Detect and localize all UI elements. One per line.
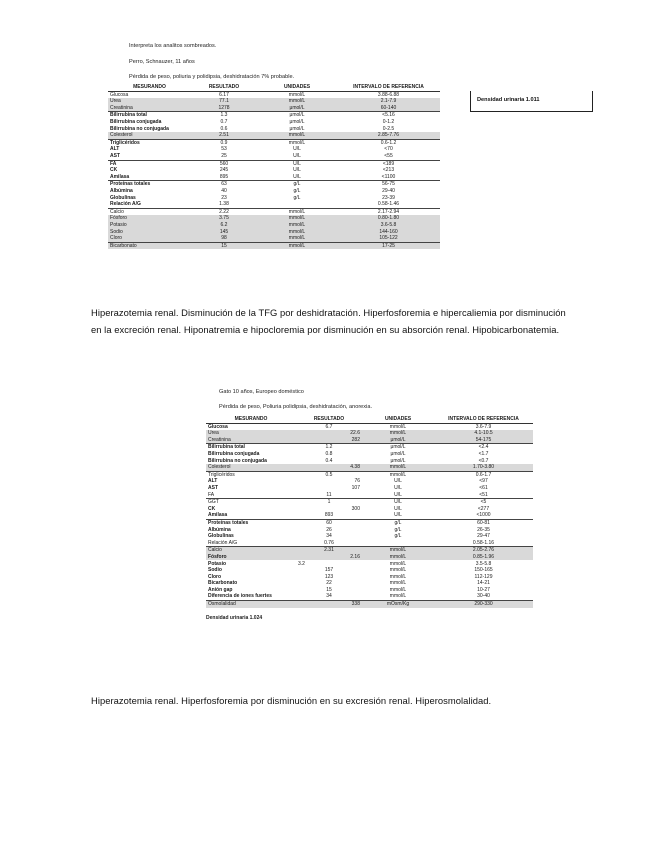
cell-resultado: 2.16 [296,554,362,561]
table-row [108,98,440,105]
cell-intervalo: 29-47 [477,533,490,540]
cell-resultado: 0.6 [220,125,228,132]
table-row [108,215,440,222]
case2-density-label: Densidad urinaria 1.024 [206,615,263,621]
cell-mesurando: Bilirrubina total [208,444,245,451]
cell-unidades: mmol/L [362,593,434,600]
cell-intervalo: <213 [382,167,395,174]
cell-unidades [257,201,337,208]
cell-mesurando: Potasio [208,560,227,567]
cell-unidades: U/L [362,512,434,519]
cell-unidades: mmol/L [257,98,337,105]
cell-unidades: μmol/L [390,457,406,464]
cell-intervalo: 105-122 [337,235,440,242]
cell-unidades: μmol/L [390,451,406,458]
cell-unidades: U/L [293,146,301,153]
cell-unidades: mmol/L [257,222,337,229]
cell-mesurando: Bilirrubina conjugada [110,119,162,126]
case1-col-unidades: UNIDADES [257,84,337,91]
table-row [206,601,533,608]
cell-mesurando: Fósforo [206,554,296,561]
table-row [108,126,440,133]
cell-mesurando: Triglicéridos [208,471,235,478]
cell-resultado: 6.17 [219,91,229,98]
table-row [206,471,533,478]
cell-mesurando: Bilirrubina no conjugada [110,125,169,132]
case1-heading: Interpreta los analitos sombreados. [129,43,217,49]
cell-unidades: μmol/L [289,119,305,126]
cell-resultado: 15 [191,242,257,249]
cell-resultado: 3.75 [191,215,257,222]
case1-interpretation: Hiperazotemia renal. Disminución de la TFG por deshidratación. Hiperfosforemia e hipercaliemia por disminución en la excreción renal. Hiponatremia e hipocloremia por disminución en su absorción renal. Hipobicarbonatemia. [91,307,566,335]
cell-unidades: g/L [394,533,402,540]
cell-intervalo: 3.88-6.88 [377,91,400,98]
cell-intervalo: 0.58-1.16 [434,540,533,547]
cell-unidades: μmol/L [289,112,305,119]
cell-resultado: 98 [191,235,257,242]
table-row [108,132,440,139]
cell-resultado: 11 [296,492,362,499]
table-row [206,451,533,458]
case1-patient: Perro, Schnauzer, 11 años [129,59,195,65]
cell-mesurando: Amilasa [206,512,296,519]
table-row [206,512,533,519]
table-row [108,222,440,229]
cell-intervalo: 0.85-1.96 [434,554,533,561]
table-row [206,444,533,451]
cell-unidades: mmol/L [288,139,306,146]
cell-mesurando: Fósforo [108,215,191,222]
cell-intervalo: 150-165 [474,567,493,574]
table-row [206,458,533,465]
cell-resultado: 34 [326,533,332,540]
cell-resultado: 1 [327,499,331,506]
cell-intervalo: 0-2.5 [382,125,395,132]
cell-resultado: 40 [221,187,227,194]
cell-resultado: 3.2 [298,560,305,567]
cell-mesurando: Proteínas totales [208,519,249,526]
cell-intervalo: 1.70-3.80 [434,464,533,471]
cell-mesurando: Colesterol [206,464,296,471]
cell-resultado: 895 [191,174,257,181]
cell-unidades: mmol/L [389,573,407,580]
cell-resultado: 2.51 [191,132,257,139]
cell-resultado: 0.8 [325,451,333,458]
table-row [108,167,440,174]
table-row [108,153,440,160]
cell-resultado: 63 [221,181,227,188]
cell-intervalo: <5 [480,499,487,506]
cell-resultado: 23 [221,194,227,201]
cell-unidades: mmol/L [288,208,306,215]
cell-resultado: 34 [296,593,362,600]
cell-unidades: U/L [394,484,402,491]
cell-resultado: 25 [191,153,257,160]
cell-intervalo: 2.05-2.76 [434,547,533,554]
cell-resultado: 245 [219,167,229,174]
table-row [206,560,533,567]
cell-unidades: g/L [293,187,301,194]
table-row [108,146,440,153]
cell-mesurando: Urea [108,98,191,105]
case1-lab-table [108,84,440,249]
cell-mesurando: FA [206,492,296,499]
cell-unidades: g/L [394,526,402,533]
cell-mesurando: Bicarbonato [208,580,238,587]
case1-table-body [108,91,440,249]
cell-mesurando: Proteínas totales [110,181,151,188]
cell-mesurando: Bilirrubina total [110,112,147,119]
table-row [108,195,440,202]
cell-mesurando: Relación A/G [206,540,296,547]
cell-mesurando: Calcio [110,208,124,215]
cell-unidades: U/L [394,505,402,512]
table-row [206,540,533,547]
cell-intervalo: <0.7 [478,457,489,464]
cell-resultado: 2.22 [219,208,229,215]
table-row [206,574,533,581]
cell-intervalo: 17-25 [337,242,440,249]
cell-unidades: g/L [293,181,301,188]
cell-unidades: mmol/L [288,91,306,98]
cell-resultado: 157 [324,567,334,574]
cell-resultado: 60 [326,519,332,526]
table-row [108,160,440,167]
cell-mesurando: Cloro [208,573,222,580]
table-row [206,587,533,594]
cell-unidades: mmol/L [257,242,337,249]
cell-mesurando: Albúmina [110,187,133,194]
cell-unidades: mmol/L [389,423,407,430]
cell-intervalo: 112-129 [474,573,493,580]
table-row [206,547,533,554]
cell-resultado: 22 [326,580,332,587]
table-row [108,235,440,242]
cell-intervalo: 0.80-1.80 [337,215,440,222]
cell-intervalo: 3.6-5.8 [337,222,440,229]
cell-mesurando: Anión gap [208,586,233,593]
cell-mesurando: Albúmina [208,526,231,533]
cell-unidades: mmol/L [257,235,337,242]
cell-resultado: 22.6 [296,430,362,437]
cell-resultado: 1.38 [191,201,257,208]
cell-unidades: g/L [293,194,301,201]
table-row [108,91,440,98]
cell-unidades: mmol/L [389,567,407,574]
cell-resultado: 0.7 [220,119,228,126]
cell-resultado: 107 [351,484,360,491]
cell-intervalo: 2.85-7.76 [337,132,440,139]
case2-lab-table [206,416,533,608]
cell-resultado: 6.7 [325,423,333,430]
cell-intervalo: <277 [477,505,490,512]
cell-mesurando: Osmolalidad [206,601,296,608]
cell-mesurando: FA [110,160,117,167]
cell-unidades: μmol/L [257,105,337,112]
table-row [206,593,533,600]
cell-mesurando: Calcio [206,547,296,554]
cell-resultado: 893 [296,512,362,519]
table-row [108,119,440,126]
cell-intervalo: 0-1.2 [382,119,395,126]
cell-resultado: 123 [324,573,334,580]
cell-unidades: U/L [257,174,337,181]
cell-mesurando: Glucosa [208,423,228,430]
cell-mesurando: GGT [208,499,219,506]
case2-history: Pérdida de peso, Poliuria polidipsia, deshidratación, anorexia. [219,404,372,410]
cell-unidades: U/L [362,492,434,499]
table-row [206,533,533,540]
table-row [206,527,533,534]
cell-unidades [362,540,434,547]
cell-intervalo: 14-21 [477,580,490,587]
cell-resultado: 15 [326,586,332,593]
cell-unidades: mmol/L [362,464,434,471]
cell-resultado: 282 [296,437,362,444]
cell-intervalo: 2.1-7.9 [337,98,440,105]
cell-intervalo: 30-40 [434,593,533,600]
table-row [108,228,440,235]
cell-intervalo: <55 [337,153,440,160]
cell-unidades: mmol/L [362,547,434,554]
cell-resultado: 560 [219,160,229,167]
case1-col-intervalo: INTERVALO DE REFERENCIA [337,84,440,91]
cell-unidades: mmol/L [362,430,434,437]
cell-mesurando: AST [108,153,191,160]
cell-intervalo: <1100 [337,174,440,181]
case1-col-mesurando: MESURANDO [108,84,191,91]
cell-mesurando: Sodio [208,567,222,574]
cell-resultado: 0.5 [325,471,333,478]
cell-resultado: 4.38 [296,464,362,471]
cell-mesurando: Triglicéridos [110,139,140,146]
cell-resultado: 53 [221,146,227,153]
cell-intervalo: 10-27 [477,586,490,593]
cell-resultado: 1278 [191,105,257,112]
cell-mesurando: Glucosa [110,91,129,98]
case2-col-mesurando: MESURANDO [206,416,296,423]
cell-unidades: U/L [293,160,301,167]
cell-intervalo: 290-330 [434,601,533,608]
table-row [206,506,533,513]
cell-intervalo: 54-175 [434,437,533,444]
cell-resultado: 77.1 [191,98,257,105]
table-row [206,492,533,499]
cell-resultado: 145 [191,228,257,235]
cell-unidades: mmol/L [389,471,407,478]
cell-mesurando: Relación A/G [108,201,191,208]
cell-mesurando: Amilasa [108,174,191,181]
cell-unidades: g/L [394,519,402,526]
table-row [206,567,533,574]
cell-intervalo: <189 [382,160,395,167]
cell-mesurando: Diferencia de iones fuertes [206,593,296,600]
case1-density-label: Densidad urinaria 1.011 [477,97,540,103]
table-row [108,201,440,208]
table-row [206,485,533,492]
cell-mesurando: Bilirrubina conjugada [208,451,260,458]
cell-unidades: U/L [293,167,301,174]
cell-mesurando: ALT [110,146,120,153]
table-row [206,478,533,485]
case2-interpretation: Hiperazotemia renal. Hiperfosforemia por disminución en su excresión renal. Hiperosmolalidad. [91,695,492,706]
cell-resultado: 0.4 [325,457,333,464]
cell-unidades: mmol/L [389,560,407,567]
cell-mesurando: CK [208,505,216,512]
cell-resultado: 2.31 [296,547,362,554]
cell-intervalo: <1000 [434,512,533,519]
cell-mesurando: Cloro [108,235,191,242]
cell-intervalo: 4.1-10.5 [434,430,533,437]
cell-mesurando: ALT [208,478,218,485]
cell-unidades: mmol/L [389,580,407,587]
cell-intervalo: 29-40 [382,187,395,194]
table-row [108,112,440,119]
cell-unidades: mmol/L [362,554,434,561]
cell-resultado: 76 [354,478,360,485]
cell-resultado: 1.2 [325,444,333,451]
cell-intervalo: 3.6-7.9 [475,423,492,430]
cell-unidades: mmol/L [389,586,407,593]
case1-col-resultado: RESULTADO [191,84,257,91]
case2-patient: Gato 10 años, Europeo doméstico [219,389,304,395]
cell-resultado: 1.3 [220,112,228,119]
cell-intervalo: <70 [384,146,393,153]
cell-mesurando: Bilirrubina no conjugada [208,457,267,464]
case2-table-body [206,423,533,608]
table-row [108,242,440,249]
cell-intervalo: 2.17-2.94 [377,208,400,215]
case1-density-box [470,91,593,112]
cell-intervalo: 3.5-5.8 [475,560,492,567]
table-row [108,105,440,112]
table-row [206,499,533,506]
cell-mesurando: Globulinas [208,533,234,540]
cell-unidades: mmol/L [257,132,337,139]
table-row [108,181,440,188]
table-row [206,554,533,561]
cell-intervalo: <5.16 [382,112,395,119]
case2-col-resultado: RESULTADO [296,416,362,423]
cell-resultado: 338 [296,601,362,608]
cell-intervalo: 60-140 [337,105,440,112]
cell-intervalo: 26-35 [477,526,490,533]
cell-mesurando: Urea [206,430,296,437]
cell-mesurando: CK [110,167,118,174]
cell-mesurando: AST [208,484,218,491]
cell-intervalo: <61 [479,484,488,491]
table-row [206,580,533,587]
cell-intervalo: 23-39 [382,194,395,201]
cell-resultado: 0.76 [296,540,362,547]
cell-unidades: μmol/L [362,437,434,444]
table-row [108,188,440,195]
table-row [206,423,533,430]
cell-unidades: U/L [394,478,402,485]
cell-resultado: 26 [326,526,332,533]
table-row [108,139,440,146]
cell-mesurando: Potasio [108,222,191,229]
table-row [206,430,533,437]
cell-intervalo: 0.6-1.2 [380,139,397,146]
table-row [108,174,440,181]
cell-intervalo: <1.7 [478,451,489,458]
cell-intervalo: 60-81 [477,519,490,526]
cell-unidades: mmol/L [257,215,337,222]
cell-resultado: 0.9 [220,139,228,146]
case2-col-intervalo: INTERVALO DE REFERENCIA [434,416,533,423]
cell-unidades: μmol/L [390,444,406,451]
case2-col-unidades: UNIDADES [362,416,434,423]
cell-mesurando: Creatinina [108,105,191,112]
cell-intervalo: 144-160 [337,228,440,235]
cell-unidades: μmol/L [289,125,305,132]
cell-unidades: U/L [257,153,337,160]
table-row [206,437,533,444]
cell-intervalo: 0.6-1.7 [475,471,492,478]
cell-intervalo: <51 [434,492,533,499]
cell-intervalo: 0.58-1.46 [337,201,440,208]
cell-intervalo: 56-75 [382,181,395,188]
cell-unidades: mOsm/Kg [362,601,434,608]
table-row [206,519,533,526]
cell-resultado: 6.2 [191,222,257,229]
case1-history: Pérdida de peso, poliuria y polidipsia, deshidratación 7% probable. [129,74,295,80]
cell-resultado: 300 [351,505,360,512]
cell-mesurando: Bicarbonato [108,242,191,249]
cell-unidades: mmol/L [257,228,337,235]
cell-mesurando: Sodio [108,228,191,235]
cell-mesurando: Globulinas [110,194,136,201]
cell-unidades: U/L [394,499,402,506]
table-row [108,208,440,215]
cell-intervalo: <2.4 [478,444,489,451]
table-row [206,464,533,471]
cell-mesurando: Creatinina [206,437,296,444]
cell-intervalo: <97 [479,478,488,485]
cell-mesurando: Colesterol [108,132,191,139]
